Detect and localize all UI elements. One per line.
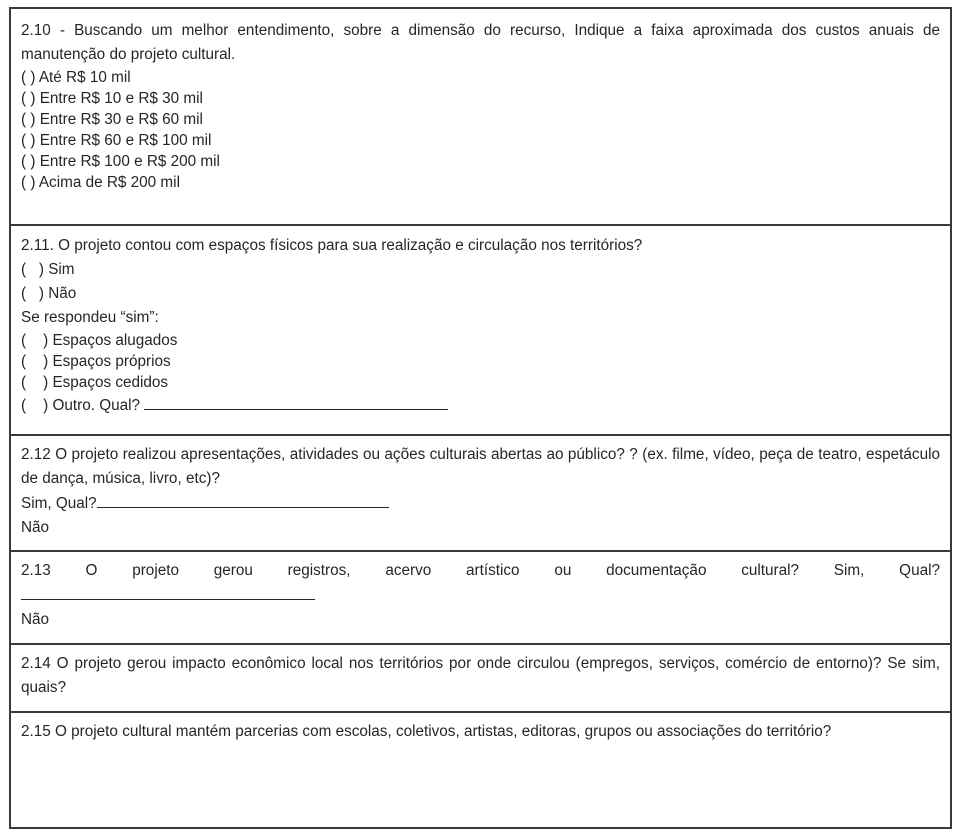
option-espacos-cedidos[interactable]: ( ) Espaços cedidos [21,374,169,391]
option-espacos-alugados[interactable]: ( ) Espaços alugados [21,332,178,349]
question-2-11-sub-options [21,330,940,416]
outro-answer-blank[interactable] [144,393,448,410]
option-100-200-mil[interactable]: ( ) Entre R$ 100 e R$ 200 mil [21,153,220,170]
option-nao[interactable]: ( ) Não [21,285,77,302]
question-2-11-text: 2.11. O projeto contou com espaços físicos para sua realização e circulação nos territórios? [21,237,643,254]
question-2-14 [11,643,950,711]
questionnaire-table [9,7,952,829]
question-2-15-answer-area[interactable] [21,744,940,792]
option-outro-label: ( ) Outro. Qual? [21,397,141,414]
answer-qual-line[interactable] [21,583,940,608]
qual-blank[interactable] [21,583,315,600]
question-2-13 [11,550,950,643]
answer-nao[interactable]: Não [21,519,50,536]
question-2-12 [11,434,950,550]
followup-label: Se respondeu “sim”: [21,309,159,326]
question-2-15-text: 2.15 O projeto cultural mantém parcerias com escolas, coletivos, artistas, editoras, grupos ou associações do território? [21,723,832,740]
question-2-11 [11,224,950,434]
option-espacos-proprios[interactable]: ( ) Espaços próprios [21,353,171,370]
option-10-30-mil[interactable]: ( ) Entre R$ 10 e R$ 30 mil [21,90,203,107]
option-60-100-mil[interactable]: ( ) Entre R$ 60 e R$ 100 mil [21,132,212,149]
question-2-14-text: 2.14 O projeto gerou impacto econômico local nos territórios por onde circulou (empregos, serviços, comércio de entorno)? Se sim, quais? [21,655,940,696]
sim-qual-blank[interactable] [97,491,389,508]
question-2-12-text: 2.12 O projeto realizou apresentações, atividades ou ações culturais abertas ao público? ? (ex. filme, vídeo, peça de teatro, espetáculo de dança, música, livro, etc)? [21,446,940,487]
question-2-10-options [21,67,940,193]
sim-qual-label: Sim, Qual? [21,495,97,512]
question-2-15 [11,711,950,827]
question-2-13-text: 2.13 O projeto gerou registros, acervo artístico ou documentação cultural? Sim, Qual? [21,562,940,579]
option-ate-10-mil[interactable]: ( ) Até R$ 10 mil [21,69,131,86]
option-30-60-mil[interactable]: ( ) Entre R$ 30 e R$ 60 mil [21,111,203,128]
question-2-10-text: 2.10 - Buscando um melhor entendimento, sobre a dimensão do recurso, Indique a faixa aproximada dos custos anuais de manutenção do projeto cultural. [21,22,940,63]
option-acima-200-mil[interactable]: ( ) Acima de R$ 200 mil [21,174,180,191]
option-outro[interactable] [21,393,940,416]
answer-sim-qual[interactable] [21,491,940,516]
option-sim[interactable]: ( ) Sim [21,261,75,278]
answer-nao[interactable]: Não [21,611,50,628]
question-2-10 [11,9,950,224]
